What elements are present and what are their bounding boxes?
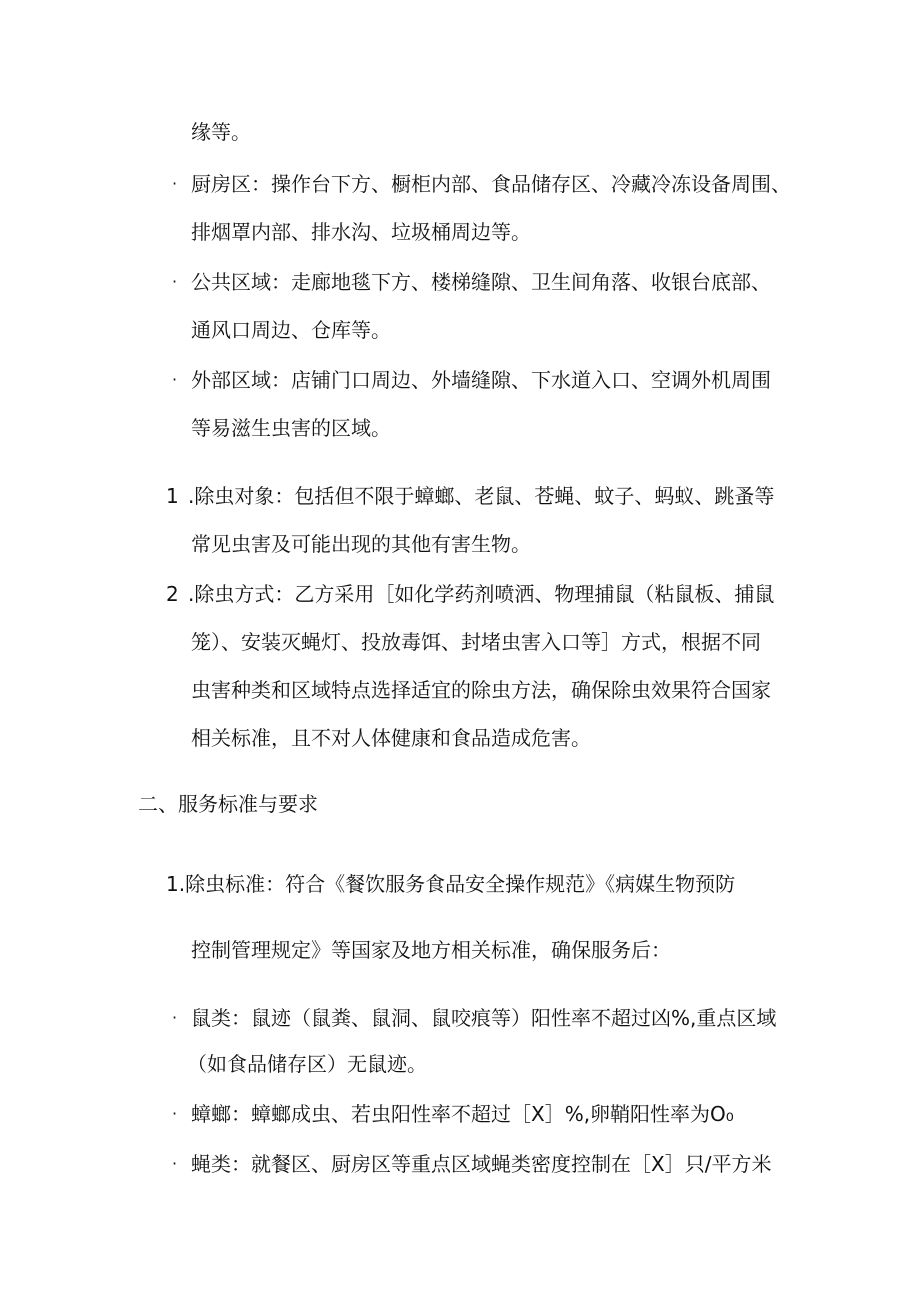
paragraph-continuation: 缘等。 [191,120,251,144]
standard-line-1: 1.除虫标准：符合《餐饮服务食品安全操作规范》《病媒生物预防 [166,872,736,896]
bullet-kitchen: · [172,174,178,193]
bullet-public: · [172,272,178,291]
public-area-line-1: 公共区域：走廊地毯下方、楼梯缝隙、卫生间角落、收银台底部、 [191,270,771,294]
item-number-2: 2 [166,582,179,606]
pest-methods-line-3: 虫害种类和区域特点选择适宜的除虫方法，确保除虫效果符合国家 [191,678,771,702]
outside-area-line-2: 等易滋生虫害的区域。 [191,416,391,440]
bullet-rodent: · [172,1008,178,1027]
rodent-line-1: 鼠类：鼠迹（鼠粪、鼠洞、鼠咬痕等）阳性率不超过凶%,重点区域 [191,1006,777,1030]
pest-methods-line-4: 相关标准，且不对人体健康和食品造成危害。 [191,726,591,750]
cockroach-line: 蟑螂：蟑螂成虫、若虫阳性率不超过［X］%,卵鞘阳性率为O₀ [191,1102,734,1126]
item-number-1: 1 [166,484,179,508]
standard-line-2: 控制管理规定》等国家及地方相关标准，确保服务后： [191,938,671,962]
rodent-line-2: （如食品储存区）无鼠迹。 [187,1052,427,1076]
pest-methods-line-2: 笼）、安装灭蝇灯、投放毒饵、封堵虫害入口等］方式，根据不同 [191,630,761,654]
bullet-fly: · [172,1154,178,1173]
kitchen-area-line-1: 厨房区：操作台下方、橱柜内部、食品储存区、冷藏冷冻设备周围、 [191,172,791,196]
pest-targets-line-1: .除虫对象：包括但不限于蟑螂、老鼠、苍蝇、蚊子、蚂蚁、跳蚤等 [188,484,775,508]
fly-line: 蝇类：就餐区、厨房区等重点区域蝇类密度控制在［X］只/平方米 [191,1152,772,1176]
outside-area-line-1: 外部区域：店铺门口周边、外墙缝隙、下水道入口、空调外机周围 [191,368,771,392]
pest-methods-line-1: .除虫方式：乙方采用［如化学药剂喷洒、物理捕鼠（粘鼠板、捕鼠 [188,582,775,606]
kitchen-area-line-2: 排烟罩内部、排水沟、垃圾桶周边等。 [191,220,531,244]
bullet-cockroach: · [172,1104,178,1123]
bullet-outside: · [172,370,178,389]
pest-targets-line-2: 常见虫害及可能出现的其他有害生物。 [191,532,531,556]
section-heading-2: 二、服务标准与要求 [138,792,318,816]
public-area-line-2: 通风口周边、仓库等。 [191,318,391,342]
